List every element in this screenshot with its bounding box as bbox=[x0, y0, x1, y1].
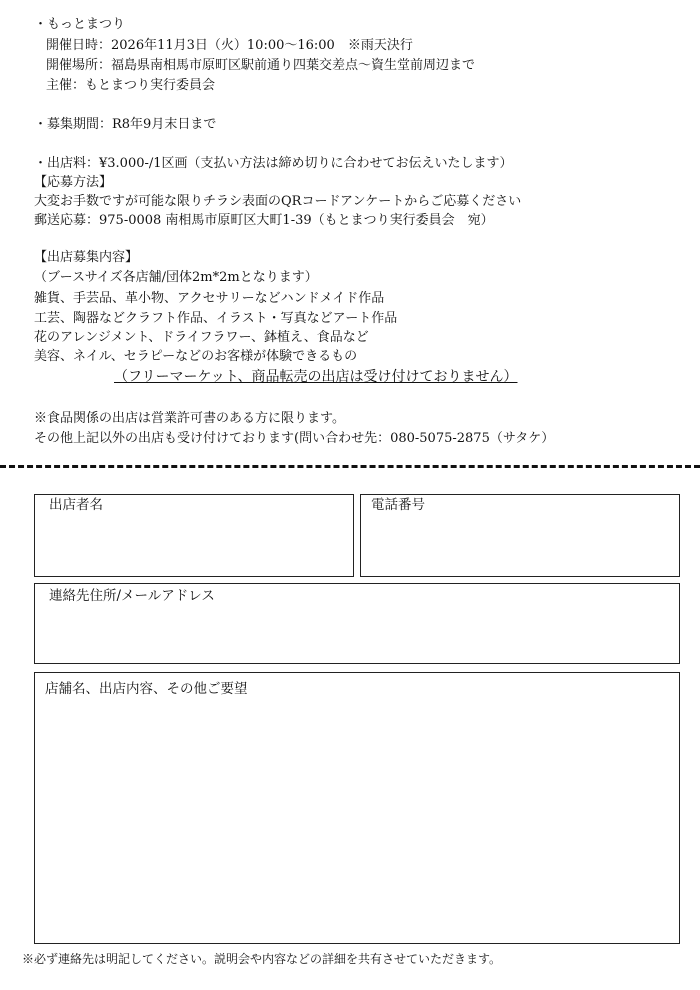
content-item: 花のアレンジメント、ドライフラワー、鉢植え、食品など bbox=[34, 330, 369, 345]
contact-field[interactable] bbox=[34, 583, 680, 664]
content-item: 工芸、陶器などクラフト作品、イラスト・写真などアート作品 bbox=[34, 311, 398, 326]
apply-line-mail: 郵送応募：975-0008 南相馬市原町区大町1-39（もとまつり実行委員会 宛） bbox=[34, 213, 494, 228]
cut-line bbox=[0, 465, 700, 468]
shop-details-field[interactable] bbox=[34, 672, 680, 944]
apply-heading: 【応募方法】 bbox=[34, 175, 113, 190]
fee-line: ・出店料：¥3.000-/1区画（支払い方法は締め切りに合わせてお伝えいたします） bbox=[34, 156, 513, 171]
exhibitor-name-field[interactable] bbox=[34, 494, 354, 577]
content-item: 美容、ネイル、セラピーなどのお客様が体験できるもの bbox=[34, 349, 358, 364]
contact-label: 連絡先住所/メールアドレス bbox=[49, 588, 215, 604]
shop-details-label: 店舗名、出店内容、その他ご要望 bbox=[45, 681, 248, 697]
event-place: 開催場所：福島県南相馬市原町区駅前通り四葉交差点～資生堂前周辺まで bbox=[46, 58, 476, 73]
event-title: ・もっとまつり bbox=[34, 17, 126, 32]
event-organizer: 主催：もとまつり実行委員会 bbox=[46, 78, 216, 93]
exhibitor-name-label: 出店者名 bbox=[49, 497, 103, 513]
recruit-period: ・募集期間：R8年9月末日まで bbox=[34, 117, 217, 132]
flea-market-notice: （フリーマーケット、商品転売の出店は受け付けておりません） bbox=[114, 369, 518, 385]
content-heading: 【出店募集内容】 bbox=[34, 250, 139, 265]
phone-label: 電話番号 bbox=[371, 497, 425, 513]
event-date: 開催日時：2026年11月3日（火）10:00～16:00 ※雨天決行 bbox=[46, 38, 413, 53]
phone-field[interactable] bbox=[360, 494, 680, 577]
booth-size: （ブースサイズ各店舗/団体2m*2mとなります） bbox=[34, 270, 318, 285]
apply-line-qr: 大変お手数ですが可能な限りチラシ表面のQRコードアンケートからご応募ください bbox=[34, 194, 522, 209]
other-note: その他上記以外の出店も受け付けております(問い合わせ先：080-5075-2875（サタケ） bbox=[34, 431, 555, 446]
food-note: ※食品関係の出店は営業許可書のある方に限ります。 bbox=[34, 411, 345, 426]
footer-note: ※必ず連絡先は明記してください。説明会や内容などの詳細を共有させていただきます。 bbox=[22, 952, 502, 966]
content-item: 雑貨、手芸品、革小物、アクセサリーなどハンドメイド作品 bbox=[34, 291, 385, 306]
